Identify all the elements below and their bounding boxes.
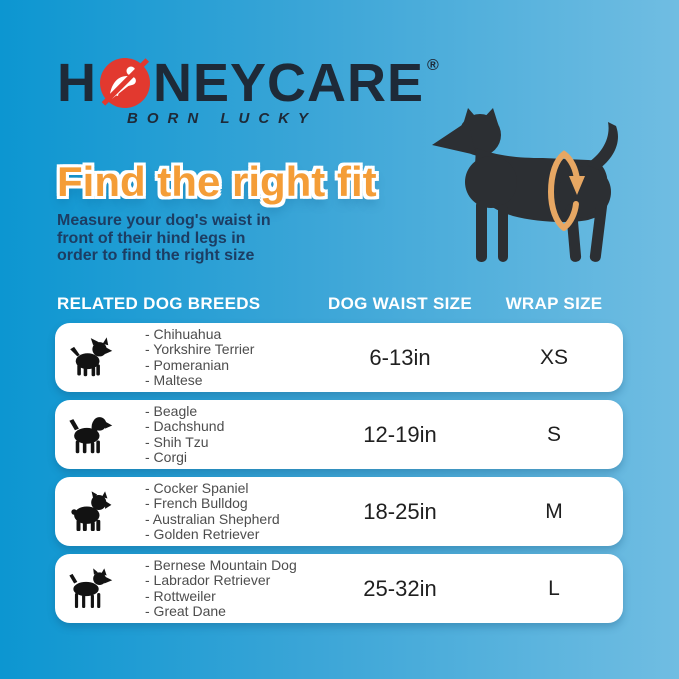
wrap-size-value: S <box>546 422 561 446</box>
brand-name-suffix: NEYCARE <box>153 53 425 113</box>
small-dog-silhouette-icon <box>67 411 113 459</box>
brand-name-prefix: H <box>57 53 97 113</box>
breed-item: - French Bulldog <box>145 495 248 511</box>
breed-item: - Bernese Mountain Dog <box>145 556 297 573</box>
breed-item: - Maltese <box>145 372 203 388</box>
breed-item: - Rottweiler <box>145 587 216 604</box>
measuring-instructions <box>57 212 271 265</box>
size-row-s <box>55 400 623 469</box>
instruction-line: order to find the right size <box>57 247 255 265</box>
instruction-line: Measure your dog's waist in <box>57 212 271 229</box>
breed-item: - Great Dane <box>145 603 226 619</box>
waist-size-value: 18-25in <box>363 498 437 524</box>
logo-dog-badge-icon <box>99 57 151 109</box>
breed-list <box>125 481 315 543</box>
page-title: Find the right fit <box>57 158 377 205</box>
breed-item: - Beagle <box>145 402 198 419</box>
wrap-size-value: M <box>545 499 563 523</box>
size-row-m <box>55 477 623 546</box>
breed-list <box>125 404 315 466</box>
col-header-wrap-size: WRAP SIZE <box>505 294 603 313</box>
medium-dog-silhouette-icon <box>67 488 113 536</box>
breed-list <box>125 558 315 620</box>
breed-item: - Corgi <box>145 449 188 465</box>
breed-item: - Cocker Spaniel <box>145 479 249 496</box>
waist-size-value: 12-19in <box>363 421 437 447</box>
wrap-size-value: XS <box>539 345 568 369</box>
breed-item: - Dachshund <box>145 418 225 434</box>
breed-item: - Golden Retriever <box>145 526 260 542</box>
breed-item: - Labrador Retriever <box>145 572 271 588</box>
col-header-dog-waist-size: DOG WAIST SIZE <box>328 294 472 313</box>
size-row-xs <box>55 323 623 392</box>
breed-item: - Yorkshire Terrier <box>145 341 255 357</box>
col-header-related-dog-breeds: RELATED DOG BREEDS <box>57 294 261 313</box>
waist-size-value: 25-32in <box>363 575 437 601</box>
hero-dog-silhouette <box>418 100 648 280</box>
brand-logo <box>57 53 440 113</box>
breed-list <box>125 327 315 389</box>
breed-item: - Australian Shepherd <box>145 510 280 527</box>
brand-tagline: BORN LUCKY <box>127 110 317 127</box>
large-dog-silhouette-icon <box>67 565 113 613</box>
instruction-line: front of their hind legs in <box>57 229 246 247</box>
size-row-l <box>55 554 623 623</box>
registered-trademark: ® <box>427 57 440 74</box>
wrap-size-value: L <box>548 576 560 600</box>
table-header-row <box>55 292 623 316</box>
breed-item: - Pomeranian <box>145 356 230 373</box>
toy-dog-silhouette-icon <box>67 334 113 382</box>
breed-item: - Shih Tzu <box>145 433 209 450</box>
breed-item: - Chihuahua <box>145 325 222 342</box>
waist-size-value: 6-13in <box>369 344 431 370</box>
